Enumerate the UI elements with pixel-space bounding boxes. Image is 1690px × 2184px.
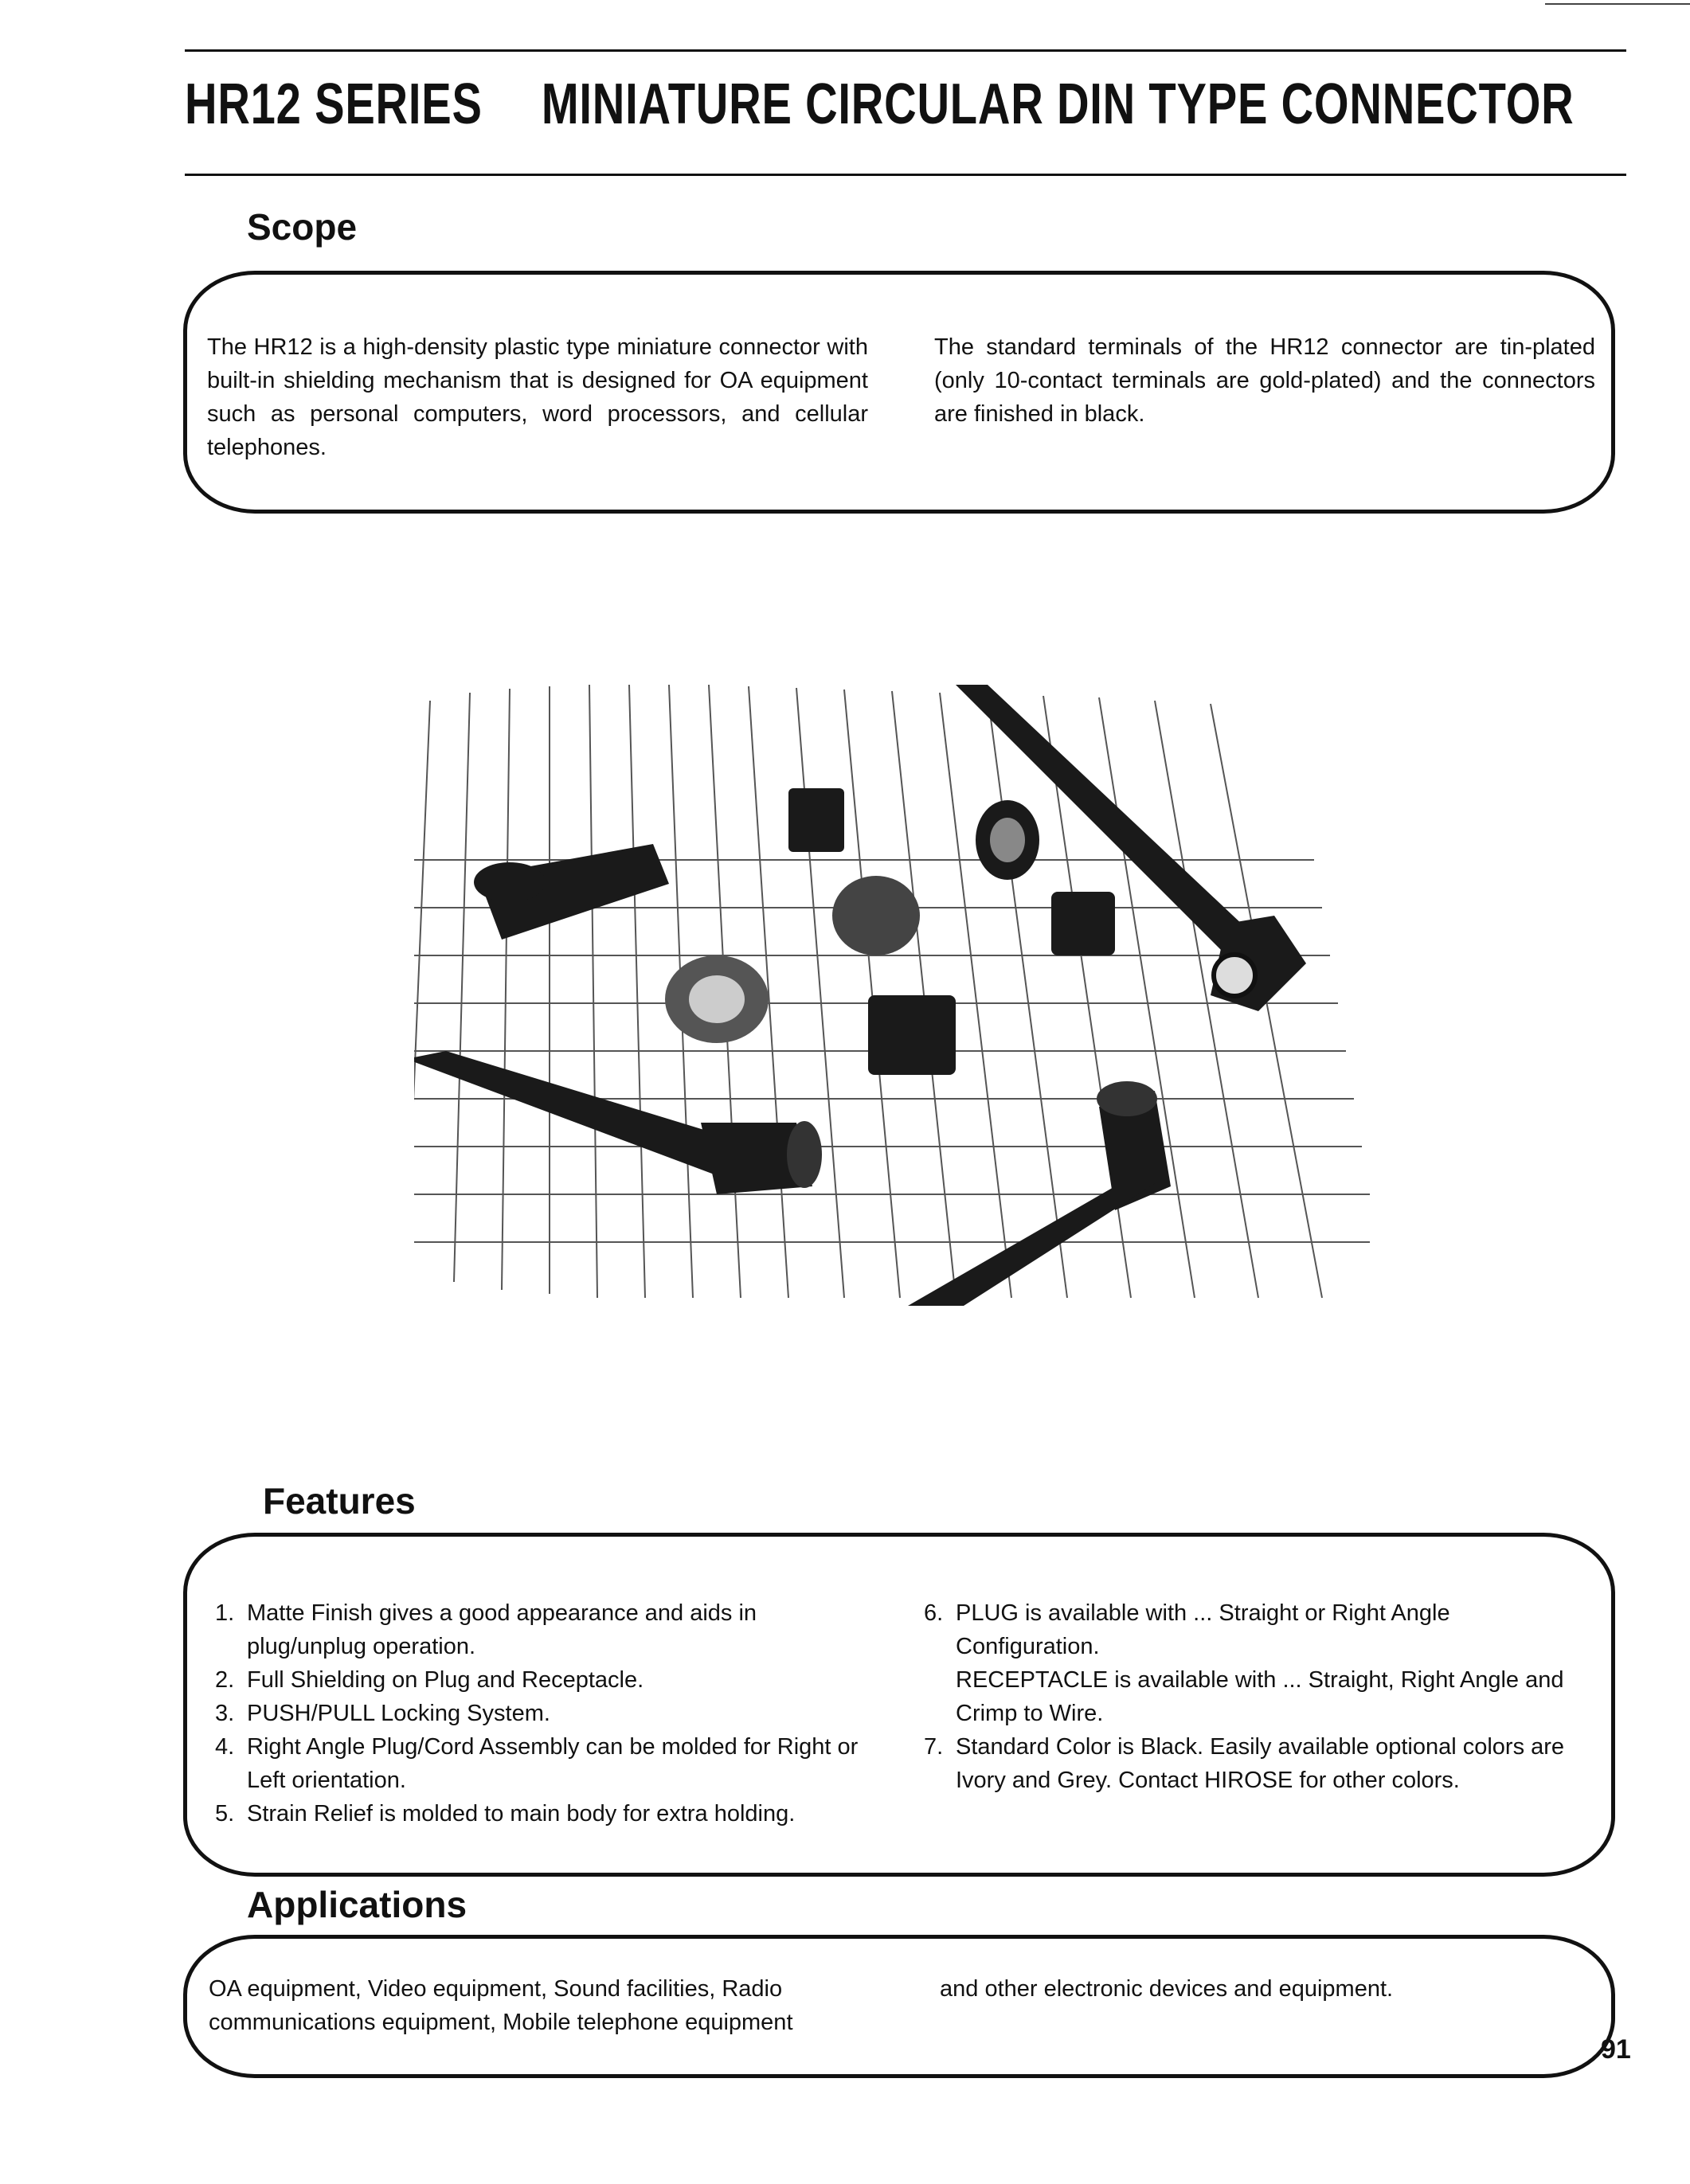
panel-receptacle-face (689, 975, 745, 1023)
header-top-rule (185, 49, 1626, 52)
page-title (185, 72, 1574, 137)
scope-heading: Scope (247, 206, 358, 248)
document-title: MINIATURE CIRCULAR DIN TYPE CONNECTOR (541, 72, 1575, 136)
right-angle-receptacle (1051, 892, 1115, 955)
connector-group (414, 685, 1306, 1306)
straight-plug-face (787, 1121, 822, 1188)
corner-rule (1545, 3, 1690, 5)
cord-grip-left (474, 862, 546, 902)
product-photo (414, 677, 1370, 1306)
features-right-column (924, 1596, 1593, 1797)
features-left-column (215, 1596, 876, 1830)
feature-item: 5. Strain Relief is molded to main body for extra holding. (215, 1801, 796, 1827)
feature-item: 3. PUSH/PULL Locking System. (215, 1701, 550, 1726)
page-number: 91 (1601, 2034, 1631, 2065)
receptacle-square-center (868, 995, 956, 1075)
header-bottom-rule (185, 174, 1626, 176)
feature-item: 1. Matte Finish gives a good appearance and aids in plug/unplug operation. (215, 1600, 757, 1659)
series-name: HR12 SERIES (185, 72, 483, 136)
plug-face (1214, 955, 1255, 996)
receptacle-round-face (990, 818, 1025, 862)
feature-item: 7. Standard Color is Black. Easily available optional colors are Ivory and Grey. Contact HIROSE for other colors. (924, 1734, 1565, 1793)
feature-item: 4. Right Angle Plug/Cord Assembly can be molded for Right or Left orientation. (215, 1734, 859, 1793)
feature-item: RECEPTACLE is available with ... Straight, Right Angle and Crimp to Wire. (956, 1667, 1564, 1726)
applications-heading: Applications (247, 1884, 467, 1925)
applications-right-text: and other electronic devices and equipment. (940, 1976, 1394, 2002)
cable-bottom-left (414, 1051, 733, 1178)
scope-right-text: The standard terminals of the HR12 connector are tin-plated (only 10-contact terminals are gold-plated) and the connectors are finished in black. (934, 334, 1595, 427)
feature-item: 6. PLUG is available with ... Straight or Right Angle Configuration. (924, 1600, 1450, 1659)
feature-item: 2. Full Shielding on Plug and Receptacle. (215, 1667, 644, 1693)
scope-left-text: The HR12 is a high-density plastic type miniature connector with built-in shielding mechanism that is designed for OA equipment such as personal computers, word processors, and cellular telephones. (207, 334, 868, 460)
applications-left-text: OA equipment, Video equipment, Sound facilities, Radio communications equipment, Mobile telephone equipment (209, 1976, 793, 2035)
right-angle-plug-face (1097, 1081, 1157, 1116)
receptacle-square-top (788, 788, 844, 852)
flange-receptacle (832, 876, 920, 955)
features-heading: Features (263, 1480, 416, 1522)
